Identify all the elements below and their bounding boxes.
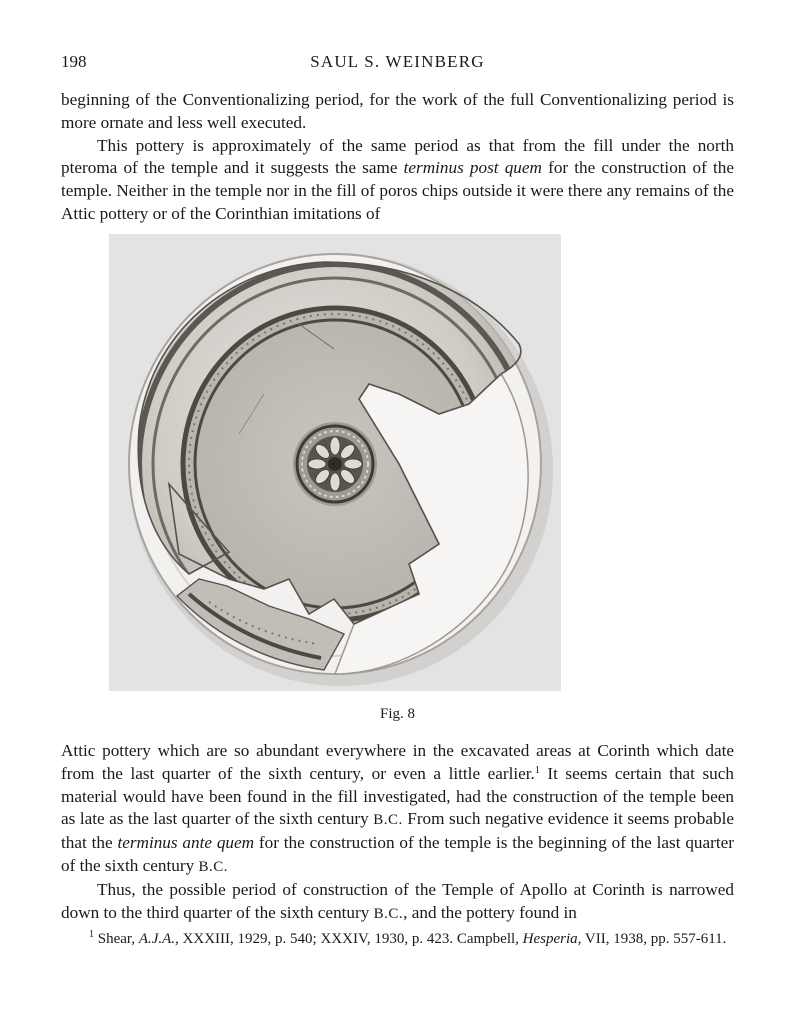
figure-caption: Fig. 8: [379, 706, 415, 722]
footnote-marker-1: 1: [89, 929, 94, 940]
body-text-bottom: [61, 740, 734, 925]
footnote-1: $^1$ Shear, A.J.A., XXXIII, 1929, p. 540; XXXIV, 1930, p. 423. Campbell, Hesperia, VII, 1938, pp. 557-611.: [89, 929, 727, 947]
footnotes: [61, 930, 734, 949]
running-head: [61, 52, 734, 74]
running-title: SAUL S. WEINBERG: [310, 52, 485, 71]
figure-8-photo: [109, 234, 561, 691]
kylix-fragment-photo-icon: [109, 234, 561, 691]
footnote-ref-1[interactable]: 1: [534, 764, 540, 776]
paragraph-2: This pottery is approximately of the same period as that from the fill under the north pteroma of the temple and it suggests the same terminus post quem for the construction of the temple. Neither in the temple nor in the fill of poros chips outside it were there any remains of the Attic pottery or of the Corinthian imitations of: [61, 135, 734, 223]
page-number: 198: [61, 52, 87, 71]
term-terminus-post-quem: terminus post quem: [403, 158, 542, 178]
paragraph-3: Attic pottery which are so abundant everywhere in the excavated areas at Corinth which date from the last quarter of the sixth century, or even a little earlier.$^1$ It seems certain that such material would have been found in the fill investigated, had the construction of the temple been as late as the last quarter of the sixth century B.C. From such negative evidence it seems probable that the terminus ante quem for the construction of the temple is the beginning of the last quarter of the sixth century B.C.: [61, 741, 734, 875]
term-terminus-ante-quem: terminus ante quem: [117, 833, 255, 853]
paragraph-1: beginning of the Conventionalizing period, for the work of the full Conventionalizing period is more ornate and less well executed.: [61, 90, 734, 132]
body-text-top: [61, 89, 734, 226]
paragraph-4: Thus, the possible period of construction of the Temple of Apollo at Corinth is narrowed down to the third quarter of the sixth century B.C., and the pottery found in: [61, 879, 734, 922]
